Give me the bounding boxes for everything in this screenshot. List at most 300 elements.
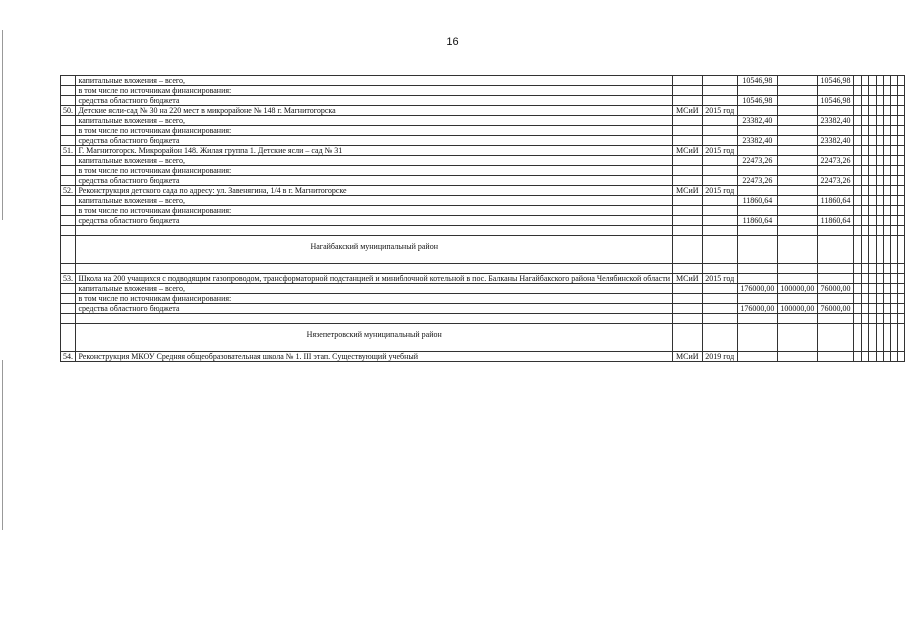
- value-cell: [891, 196, 898, 206]
- value-cell: [869, 274, 876, 284]
- value-cell: [876, 136, 883, 146]
- value-cell: [869, 96, 876, 106]
- row-description: капитальные вложения – всего,: [76, 196, 673, 206]
- row-number: [61, 86, 76, 96]
- value-cell: [777, 196, 817, 206]
- value-cell: [876, 106, 883, 116]
- value-cell: [861, 294, 869, 304]
- row-description: [76, 264, 673, 274]
- value-cell: [891, 106, 898, 116]
- value-cell: 76000,00: [817, 304, 853, 314]
- value-cell: [861, 314, 869, 324]
- row-year: [702, 166, 737, 176]
- value-cell: [854, 176, 862, 186]
- value-cell: [777, 216, 817, 226]
- row-executor: МСиИ: [673, 274, 703, 284]
- row-description: средства областного бюджета: [76, 136, 673, 146]
- value-cell: [817, 236, 853, 264]
- row-number: 54.: [61, 352, 76, 362]
- value-cell: [777, 156, 817, 166]
- value-cell: [883, 352, 890, 362]
- value-cell: 11860,64: [737, 196, 777, 206]
- value-cell: [777, 274, 817, 284]
- value-cell: [869, 314, 876, 324]
- value-cell: [861, 136, 869, 146]
- value-cell: 11860,64: [817, 216, 853, 226]
- row-executor: [673, 96, 703, 106]
- value-cell: [861, 206, 869, 216]
- value-cell: [898, 226, 905, 236]
- value-cell: [869, 136, 876, 146]
- value-cell: [883, 116, 890, 126]
- row-description: Школа на 200 учащихся с подводящим газопроводом, трансформаторной подстанцией и миниблочной котельной в пос. Балканы Нагайбакского района Челябинской области: [76, 274, 673, 284]
- value-cell: [898, 76, 905, 86]
- value-cell: [777, 206, 817, 216]
- row-description: Детские ясли-сад № 30 на 220 мест в микрорайоне № 148 г. Магнитогорска: [76, 106, 673, 116]
- value-cell: [891, 76, 898, 86]
- value-cell: [883, 126, 890, 136]
- value-cell: [737, 236, 777, 264]
- value-cell: [854, 236, 862, 264]
- value-cell: 22473,26: [737, 176, 777, 186]
- value-cell: [883, 166, 890, 176]
- row-number: [61, 206, 76, 216]
- value-cell: [861, 236, 869, 264]
- value-cell: [876, 226, 883, 236]
- value-cell: [876, 294, 883, 304]
- row-description: средства областного бюджета: [76, 176, 673, 186]
- row-number: [61, 156, 76, 166]
- value-cell: [861, 186, 869, 196]
- value-cell: [883, 294, 890, 304]
- row-year: [702, 76, 737, 86]
- row-executor: [673, 196, 703, 206]
- value-cell: [861, 352, 869, 362]
- row-year: [702, 216, 737, 226]
- table-row: [61, 76, 905, 86]
- value-cell: 22473,26: [817, 156, 853, 166]
- row-year: [702, 264, 737, 274]
- value-cell: 11860,64: [737, 216, 777, 226]
- value-cell: 23382,40: [817, 136, 853, 146]
- value-cell: [817, 146, 853, 156]
- value-cell: [876, 206, 883, 216]
- row-year: [702, 324, 737, 352]
- value-cell: [854, 156, 862, 166]
- row-number: [61, 294, 76, 304]
- value-cell: [876, 86, 883, 96]
- value-cell: [883, 76, 890, 86]
- row-description: капитальные вложения – всего,: [76, 116, 673, 126]
- row-year: [702, 176, 737, 186]
- value-cell: [817, 264, 853, 274]
- row-number: [61, 236, 76, 264]
- value-cell: [854, 216, 862, 226]
- row-description: в том числе по источникам финансирования:: [76, 166, 673, 176]
- table-row: [61, 314, 905, 324]
- value-cell: [891, 186, 898, 196]
- value-cell: [898, 106, 905, 116]
- value-cell: [876, 314, 883, 324]
- value-cell: [737, 206, 777, 216]
- row-number: [61, 324, 76, 352]
- value-cell: [898, 136, 905, 146]
- value-cell: [861, 106, 869, 116]
- value-cell: [891, 264, 898, 274]
- value-cell: 11860,64: [817, 196, 853, 206]
- value-cell: [898, 304, 905, 314]
- value-cell: [737, 274, 777, 284]
- value-cell: [876, 156, 883, 166]
- row-year: [702, 86, 737, 96]
- value-cell: [869, 156, 876, 166]
- value-cell: [898, 126, 905, 136]
- table-row: [61, 284, 905, 294]
- value-cell: [737, 166, 777, 176]
- value-cell: [869, 186, 876, 196]
- value-cell: [854, 226, 862, 236]
- scan-edge-mark: [2, 30, 3, 220]
- row-description: Реконструкция МКОУ Средняя общеобразовательная школа № 1. III этап. Существующий учебный: [76, 352, 673, 362]
- row-executor: [673, 216, 703, 226]
- value-cell: [777, 86, 817, 96]
- table-row: [61, 126, 905, 136]
- row-executor: МСиИ: [673, 106, 703, 116]
- value-cell: [876, 216, 883, 226]
- value-cell: [817, 294, 853, 304]
- value-cell: [817, 166, 853, 176]
- value-cell: [876, 324, 883, 352]
- page-number: 16: [446, 36, 459, 48]
- value-cell: [891, 226, 898, 236]
- value-cell: [869, 284, 876, 294]
- row-year: [702, 236, 737, 264]
- value-cell: [891, 294, 898, 304]
- row-number: [61, 264, 76, 274]
- value-cell: [883, 304, 890, 314]
- row-executor: [673, 126, 703, 136]
- value-cell: [861, 196, 869, 206]
- value-cell: [876, 146, 883, 156]
- row-year: [702, 136, 737, 146]
- value-cell: 10546,98: [817, 96, 853, 106]
- value-cell: [777, 176, 817, 186]
- value-cell: [869, 106, 876, 116]
- value-cell: [876, 186, 883, 196]
- value-cell: [861, 146, 869, 156]
- row-description: средства областного бюджета: [76, 304, 673, 314]
- value-cell: 10546,98: [737, 96, 777, 106]
- value-cell: [869, 236, 876, 264]
- value-cell: 22473,26: [817, 176, 853, 186]
- table-row: [61, 106, 905, 116]
- value-cell: [891, 176, 898, 186]
- row-year: [702, 294, 737, 304]
- value-cell: [883, 264, 890, 274]
- table-row: [61, 324, 905, 352]
- value-cell: [876, 352, 883, 362]
- row-description: Реконструкция детского сада по адресу: ул. Завенягина, 1/4 в г. Магнитогорске: [76, 186, 673, 196]
- value-cell: [898, 236, 905, 264]
- district-heading: Нязепетровский муниципальный район: [76, 324, 673, 352]
- table-row: [61, 136, 905, 146]
- value-cell: [854, 352, 862, 362]
- value-cell: [817, 186, 853, 196]
- value-cell: [891, 146, 898, 156]
- value-cell: [898, 196, 905, 206]
- row-year: [702, 284, 737, 294]
- row-executor: [673, 294, 703, 304]
- value-cell: [854, 264, 862, 274]
- value-cell: [883, 324, 890, 352]
- table-row: [61, 274, 905, 284]
- value-cell: [891, 284, 898, 294]
- row-executor: [673, 284, 703, 294]
- value-cell: [869, 304, 876, 314]
- value-cell: [891, 206, 898, 216]
- value-cell: [854, 106, 862, 116]
- row-year: 2015 год: [702, 146, 737, 156]
- value-cell: [883, 216, 890, 226]
- value-cell: [898, 166, 905, 176]
- value-cell: 176000,00: [737, 304, 777, 314]
- value-cell: [854, 314, 862, 324]
- row-number: [61, 216, 76, 226]
- value-cell: [817, 206, 853, 216]
- row-year: 2015 год: [702, 186, 737, 196]
- row-year: [702, 226, 737, 236]
- table-row: [61, 236, 905, 264]
- value-cell: [883, 314, 890, 324]
- row-year: [702, 314, 737, 324]
- value-cell: [777, 126, 817, 136]
- value-cell: [869, 146, 876, 156]
- value-cell: [876, 284, 883, 294]
- value-cell: [854, 86, 862, 96]
- value-cell: [861, 76, 869, 86]
- value-cell: 100000,00: [777, 304, 817, 314]
- row-executor: [673, 314, 703, 324]
- value-cell: [817, 352, 853, 362]
- value-cell: [777, 324, 817, 352]
- value-cell: [854, 196, 862, 206]
- row-number: [61, 116, 76, 126]
- value-cell: [891, 304, 898, 314]
- row-description: в том числе по источникам финансирования:: [76, 206, 673, 216]
- budget-table: [60, 75, 905, 362]
- value-cell: 23382,40: [817, 116, 853, 126]
- value-cell: [891, 136, 898, 146]
- value-cell: [898, 116, 905, 126]
- value-cell: [854, 186, 862, 196]
- value-cell: [891, 116, 898, 126]
- value-cell: [817, 126, 853, 136]
- table-row: [61, 294, 905, 304]
- value-cell: [777, 76, 817, 86]
- value-cell: [737, 324, 777, 352]
- value-cell: 22473,26: [737, 156, 777, 166]
- row-number: 53.: [61, 274, 76, 284]
- value-cell: [861, 226, 869, 236]
- value-cell: [869, 196, 876, 206]
- value-cell: [854, 304, 862, 314]
- value-cell: [817, 86, 853, 96]
- row-year: [702, 126, 737, 136]
- table-row: [61, 206, 905, 216]
- value-cell: [854, 146, 862, 156]
- value-cell: [737, 264, 777, 274]
- value-cell: [861, 96, 869, 106]
- value-cell: [883, 156, 890, 166]
- value-cell: [898, 294, 905, 304]
- value-cell: [891, 324, 898, 352]
- value-cell: [854, 274, 862, 284]
- value-cell: 10546,98: [737, 76, 777, 86]
- value-cell: [817, 106, 853, 116]
- value-cell: [861, 304, 869, 314]
- value-cell: [898, 146, 905, 156]
- value-cell: [891, 156, 898, 166]
- value-cell: [898, 352, 905, 362]
- row-number: [61, 166, 76, 176]
- table-row: [61, 86, 905, 96]
- value-cell: [869, 76, 876, 86]
- table-row: [61, 216, 905, 226]
- value-cell: [891, 314, 898, 324]
- value-cell: [891, 352, 898, 362]
- row-number: [61, 196, 76, 206]
- value-cell: 23382,40: [737, 136, 777, 146]
- table-row: [61, 352, 905, 362]
- value-cell: [854, 116, 862, 126]
- table-row: [61, 146, 905, 156]
- value-cell: [854, 76, 862, 86]
- value-cell: [777, 116, 817, 126]
- row-executor: [673, 176, 703, 186]
- value-cell: [777, 294, 817, 304]
- value-cell: [777, 236, 817, 264]
- row-year: 2019 год: [702, 352, 737, 362]
- value-cell: [876, 196, 883, 206]
- row-executor: [673, 166, 703, 176]
- value-cell: [869, 206, 876, 216]
- row-description: средства областного бюджета: [76, 216, 673, 226]
- value-cell: [883, 196, 890, 206]
- row-year: 2015 год: [702, 106, 737, 116]
- row-description: капитальные вложения – всего,: [76, 284, 673, 294]
- row-executor: [673, 206, 703, 216]
- row-description: капитальные вложения – всего,: [76, 76, 673, 86]
- value-cell: [861, 324, 869, 352]
- table-row: [61, 166, 905, 176]
- row-description: Г. Магнитогорск. Микрорайон 148. Жилая группа 1. Детские ясли – сад № 31: [76, 146, 673, 156]
- value-cell: [777, 226, 817, 236]
- row-number: 52.: [61, 186, 76, 196]
- value-cell: [861, 216, 869, 226]
- value-cell: [737, 126, 777, 136]
- value-cell: [898, 176, 905, 186]
- value-cell: [869, 86, 876, 96]
- value-cell: [861, 86, 869, 96]
- row-description: средства областного бюджета: [76, 96, 673, 106]
- value-cell: [777, 186, 817, 196]
- value-cell: [883, 186, 890, 196]
- value-cell: [876, 176, 883, 186]
- value-cell: [861, 156, 869, 166]
- row-number: [61, 176, 76, 186]
- value-cell: [891, 236, 898, 264]
- value-cell: [898, 274, 905, 284]
- value-cell: [861, 264, 869, 274]
- value-cell: [876, 274, 883, 284]
- value-cell: [854, 96, 862, 106]
- row-executor: [673, 76, 703, 86]
- value-cell: [883, 86, 890, 96]
- row-executor: [673, 226, 703, 236]
- value-cell: [883, 146, 890, 156]
- value-cell: 100000,00: [777, 284, 817, 294]
- value-cell: [876, 76, 883, 86]
- value-cell: [737, 86, 777, 96]
- value-cell: [854, 126, 862, 136]
- value-cell: [854, 136, 862, 146]
- value-cell: [737, 186, 777, 196]
- table-row: [61, 116, 905, 126]
- value-cell: [869, 176, 876, 186]
- value-cell: [898, 216, 905, 226]
- value-cell: [777, 146, 817, 156]
- row-number: [61, 136, 76, 146]
- row-executor: [673, 116, 703, 126]
- value-cell: [891, 274, 898, 284]
- value-cell: [854, 206, 862, 216]
- value-cell: [876, 116, 883, 126]
- value-cell: [737, 294, 777, 304]
- row-number: [61, 226, 76, 236]
- value-cell: [891, 216, 898, 226]
- row-executor: МСиИ: [673, 352, 703, 362]
- value-cell: [817, 274, 853, 284]
- row-executor: МСиИ: [673, 186, 703, 196]
- value-cell: 76000,00: [817, 284, 853, 294]
- value-cell: [737, 106, 777, 116]
- value-cell: [777, 166, 817, 176]
- value-cell: [883, 136, 890, 146]
- value-cell: 10546,98: [817, 76, 853, 86]
- value-cell: [869, 226, 876, 236]
- value-cell: [869, 352, 876, 362]
- row-number: [61, 126, 76, 136]
- value-cell: [898, 324, 905, 352]
- table-row: [61, 264, 905, 274]
- value-cell: [891, 96, 898, 106]
- table-body: [61, 76, 905, 362]
- value-cell: [883, 206, 890, 216]
- row-executor: [673, 236, 703, 264]
- value-cell: [876, 236, 883, 264]
- table-row: [61, 96, 905, 106]
- value-cell: [861, 116, 869, 126]
- value-cell: [898, 156, 905, 166]
- value-cell: [869, 294, 876, 304]
- value-cell: [883, 106, 890, 116]
- value-cell: [869, 264, 876, 274]
- table-row: [61, 196, 905, 206]
- table-row: [61, 226, 905, 236]
- value-cell: [898, 96, 905, 106]
- value-cell: [883, 236, 890, 264]
- value-cell: [891, 126, 898, 136]
